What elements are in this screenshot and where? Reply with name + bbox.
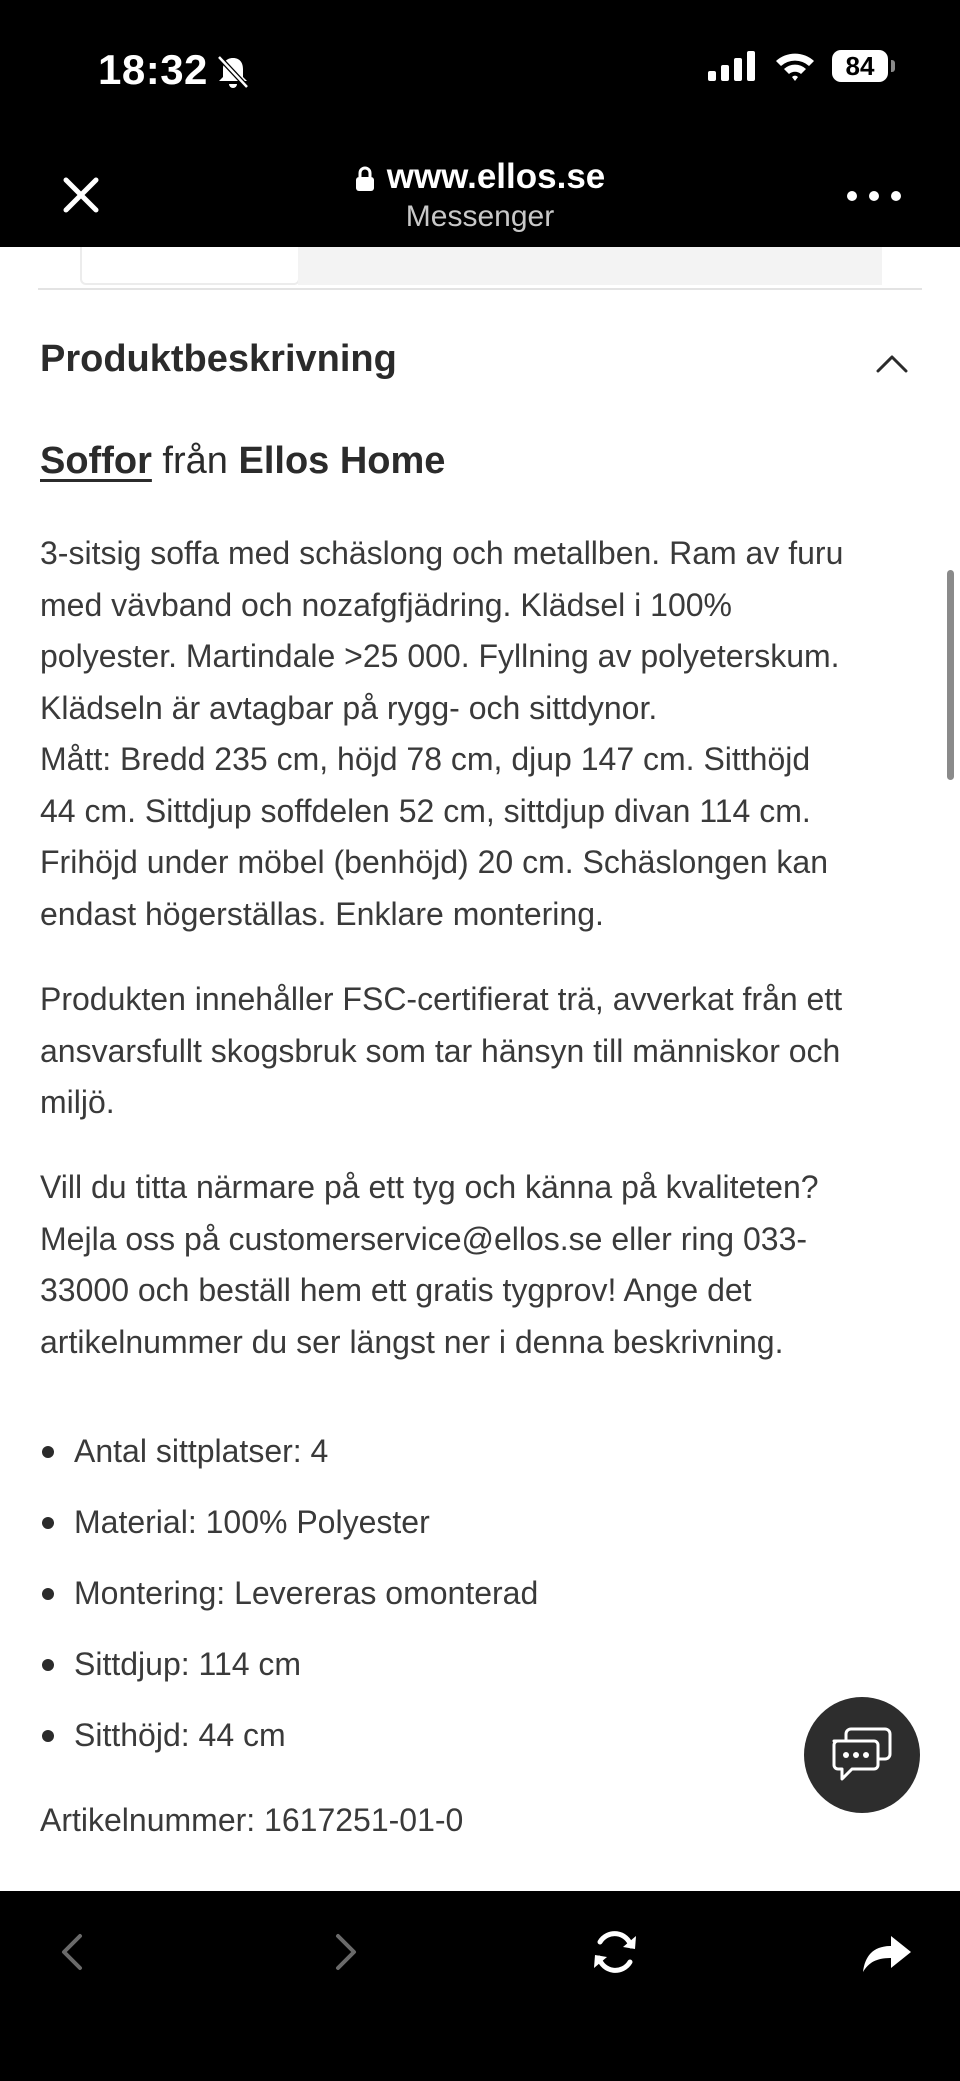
scrollbar[interactable] (947, 570, 954, 780)
description-line: Vill du titta närmare på ett tyg och känna på kvaliteten? (40, 1169, 819, 1205)
battery-indicator: 84 (832, 50, 888, 82)
status-indicators (708, 50, 888, 82)
browser-header (0, 0, 960, 247)
bell-muted-icon (213, 52, 253, 92)
wifi-icon (774, 50, 816, 82)
chat-icon (832, 1727, 892, 1783)
url-bar[interactable] (0, 157, 960, 197)
description-line: endast högerställas. Enklare montering. (40, 895, 604, 932)
brand-connector: från (151, 440, 239, 482)
reload-icon[interactable] (585, 1922, 645, 1982)
spec-item: Antal sittplatser: 4 (40, 1426, 538, 1497)
spec-item: Montering: Levereras omonterad (40, 1568, 538, 1639)
partial-tab-selected (80, 247, 300, 285)
description-line: miljö. (40, 1084, 115, 1120)
chevron-up-icon[interactable] (872, 344, 912, 384)
article-number: Artikelnummer: 1617251-01-0 (40, 1802, 464, 1838)
browser-toolbar (0, 1891, 960, 2081)
section-divider (38, 288, 922, 290)
brand-line (40, 440, 445, 483)
description-line: artikelnummer du ser längst ner i denna beskrivning. (40, 1323, 784, 1360)
brand-name: Ellos Home (238, 440, 446, 482)
description-line: 44 cm. Sittdjup soffdelen 52 cm, sittdjup divan 114 cm. (40, 792, 811, 829)
chevron-right-icon[interactable] (316, 1922, 376, 1982)
partial-tab-row (38, 247, 922, 287)
share-icon[interactable] (857, 1922, 917, 1982)
browser-source: Messenger (405, 200, 555, 233)
description-line: polyester. Martindale >25 000. Fyllning av polyeterskum. (40, 638, 840, 674)
description-line: Mejla oss på customerservice@ellos.se eller ring 033- (40, 1220, 808, 1257)
fsc-paragraph (40, 974, 930, 1129)
chat-button[interactable] (804, 1697, 920, 1813)
fabric-sample-paragraph (40, 1162, 930, 1368)
description-line: Frihöjd under möbel (benhöjd) 20 cm. Schäslongen kan (40, 844, 829, 880)
description-line: Mått: Bredd 235 cm, höjd 78 cm, djup 147 cm. Sitthöjd (40, 741, 811, 777)
description-line: med vävband och nozafgfjädring. Klädsel i 100% (40, 586, 732, 623)
description-line: Produkten innehåller FSC-certifierat trä, avverkat från ett (40, 981, 843, 1017)
description-line: ansvarsfullt skogsbruk som tar hänsyn till människor och (40, 1032, 841, 1069)
chevron-left-icon[interactable] (42, 1922, 102, 1982)
partial-tab-background (298, 247, 882, 285)
lock-icon (355, 166, 375, 192)
spec-list (40, 1426, 538, 1781)
url-text: www.ellos.se (386, 157, 606, 196)
description-line: 33000 och beställ hem ett gratis tygprov! Ange det (40, 1272, 752, 1308)
description-paragraph (40, 528, 930, 940)
category-link[interactable]: Soffor (40, 440, 152, 482)
spec-item: Material: 100% Polyester (40, 1497, 538, 1568)
status-time: 18:32 (98, 46, 208, 93)
spec-item: Sitthöjd: 44 cm (40, 1710, 538, 1781)
description-line: 3-sitsig soffa med schäslong och metallben. Ram av furu (40, 535, 844, 571)
cellular-signal-icon (708, 51, 758, 81)
spec-item: Sittdjup: 114 cm (40, 1639, 538, 1710)
description-line: Klädseln är avtagbar på rygg- och sittdynor. (40, 689, 658, 726)
more-icon[interactable] (844, 186, 904, 206)
section-title[interactable]: Produktbeskrivning (40, 338, 397, 380)
